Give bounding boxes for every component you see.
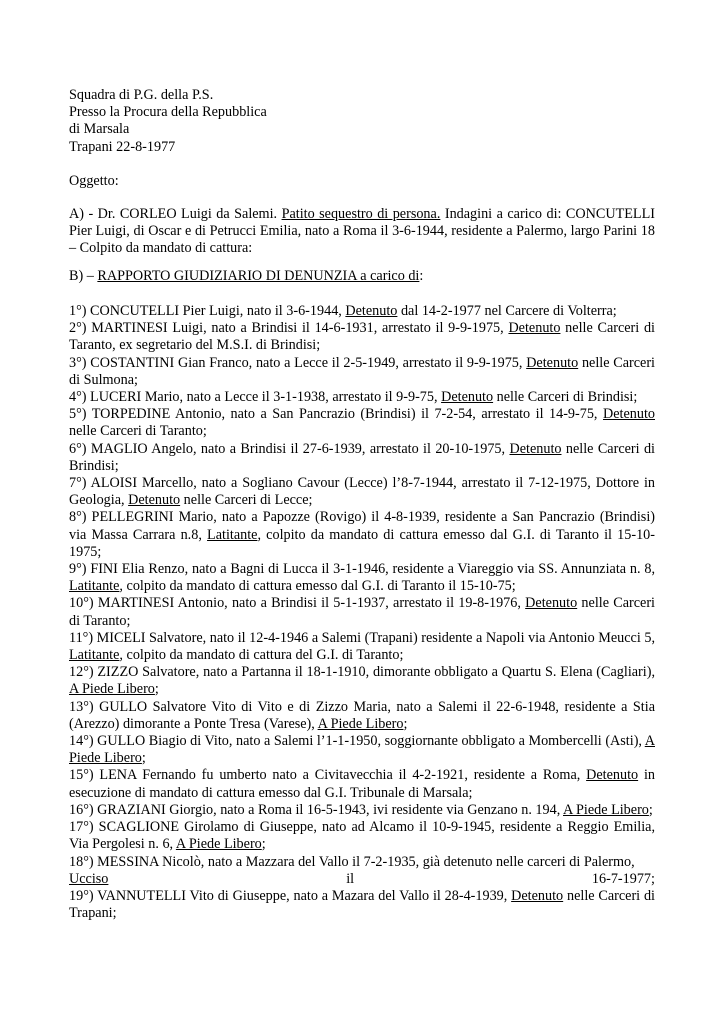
item-text: nelle Carceri di Sulmona; — [69, 354, 655, 388]
item-text: 16-7-1977; — [591, 870, 655, 887]
item-status: Detenuto — [602, 406, 655, 423]
item-text: , colpito da mandato di cattura del G.I. di Taranto; — [119, 647, 404, 664]
item-text: ; — [648, 801, 653, 818]
item-status: Latitante — [207, 526, 258, 543]
item-text: 3°) COSTANTINI Gian Franco, nato a Lecce il 2-5-1949, arrestato il 9-9-1975, — [69, 354, 527, 371]
list-item — [69, 819, 655, 853]
item-status: Detenuto — [508, 320, 561, 337]
item-text: ; — [403, 715, 408, 732]
subject-label: Oggetto: — [69, 173, 119, 189]
list-item — [69, 303, 655, 320]
item-text: nelle Carceri di Brindisi; — [69, 440, 655, 474]
list-item — [69, 441, 655, 475]
defendant-list — [69, 303, 655, 922]
item-text: 9°) FINI Elia Renzo, nato a Bagni di Lucca il 3-1-1946, residente a Viareggio via SS. Annunziata n. 8, — [69, 561, 655, 578]
item-text: in esecuzione di mandato di cattura emesso dal G.I. Tribunale di Marsala; — [69, 767, 655, 801]
header-line: di Marsala — [69, 121, 130, 138]
section-b-prefix: B) – — [69, 268, 98, 284]
section-b-underlined: RAPPORTO GIUDIZIARIO DI DENUNZIA a carico di — [97, 268, 420, 284]
item-text: 10°) MARTINESI Antonio, nato a Brindisi il 5-1-1937, arrestato il 19-8-1976, — [69, 595, 526, 612]
list-item — [69, 802, 655, 819]
list-item — [69, 355, 655, 389]
list-item — [69, 699, 655, 733]
item-text: 1°) CONCUTELLI Pier Luigi, nato il 3-6-1944, — [69, 303, 346, 319]
header-line: Squadra di P.G. della P.S. — [69, 87, 214, 103]
item-text: 19°) VANNUTELLI Vito di Giuseppe, nato a Mazara del Vallo il 28-4-1939, — [69, 887, 512, 904]
section-a-underlined: Patito sequestro di persona. — [281, 206, 441, 222]
list-item — [69, 733, 655, 767]
item-text: nelle Carceri di Taranto; — [69, 423, 207, 440]
list-item — [69, 888, 655, 922]
list-item — [69, 509, 655, 561]
list-item — [69, 475, 655, 509]
item-status: Detenuto — [345, 303, 398, 319]
item-text: dal 14-2-1977 nel Carcere di Volterra; — [397, 303, 617, 319]
item-status: Ucciso — [69, 870, 109, 887]
item-text: 5°) TORPEDINE Antonio, nato a San Pancrazio (Brindisi) il 7-2-54, arrestato il 14-9-75, — [69, 406, 603, 423]
item-status: A Piede Libero — [317, 715, 404, 732]
section-a — [69, 206, 655, 258]
list-item — [69, 561, 655, 595]
list-item — [69, 595, 655, 629]
item-text: 6°) MAGLIO Angelo, nato a Brindisi il 27-6-1939, arrestato il 20-10-1975, — [69, 440, 510, 457]
item-text: nelle Carceri di Trapani; — [69, 887, 655, 922]
item-text: 18°) MESSINA Nicolò, nato a Mazzara del Vallo il 7-2-1935, già detenuto nelle carceri di Palermo, — [69, 853, 635, 870]
item-text: 7°) ALOISI Marcello, nato a Sogliano Cavour (Lecce) l’8-7-1944, arrestato il 7-12-1975, Dottore in Geologia, — [69, 475, 655, 509]
item-status: Detenuto — [586, 767, 639, 784]
item-status: A Piede Libero — [69, 681, 155, 698]
list-item — [69, 389, 655, 406]
item-text: 2°) MARTINESI Luigi, nato a Brindisi il 14-6-1931, arrestato il 9-9-1975, — [69, 320, 509, 337]
item-text: nelle Carceri di Brindisi; — [493, 389, 638, 406]
header-line: Presso la Procura della Repubblica — [69, 104, 267, 121]
item-text: , colpito da mandato di cattura emesso dal G.I. di Taranto il 15-10-75; — [119, 578, 516, 595]
list-item — [69, 320, 655, 354]
list-item — [69, 630, 655, 664]
item-text: 16°) GRAZIANI Giorgio, nato a Roma il 16-5-1943, ivi residente via Genzano n. 194, — [69, 801, 563, 818]
letterhead — [69, 87, 669, 156]
item-status: Detenuto — [511, 887, 564, 904]
list-item — [69, 406, 655, 440]
item-text: 8°) PELLEGRINI Mario, nato a Papozze (Rovigo) il 4-8-1939, residente a San Pancrazio (Brindisi) via Massa Carrara n.8, — [69, 509, 655, 543]
item-status: Detenuto — [525, 595, 578, 612]
item-status: Latitante — [69, 578, 120, 595]
list-item — [69, 664, 655, 698]
item-text: 15°) LENA Fernando fu umberto nato a Civitavecchia il 4-2-1921, residente a Roma, — [69, 767, 587, 784]
item-status: Detenuto — [526, 354, 579, 371]
section-b-suffix: : — [419, 268, 424, 284]
section-b — [69, 268, 655, 285]
section-a-prefix: A) - Dr. CORLEO Luigi da Salemi. — [69, 206, 282, 222]
item-18-line-2 — [69, 871, 655, 888]
item-text: nelle Carceri di Taranto; — [69, 595, 655, 629]
item-text: il — [346, 870, 355, 887]
item-status: Latitante — [69, 647, 120, 664]
list-item — [69, 767, 655, 801]
list-item — [69, 854, 655, 888]
item-text: ; — [261, 836, 266, 853]
item-text: 11°) MICELI Salvatore, nato il 12-4-1946 a Salemi (Trapani) residente a Napoli via Antonio Meucci 5, — [69, 629, 655, 646]
item-text: , colpito da mandato di cattura emesso dal G.I. di Taranto il 15-10-1975; — [69, 526, 655, 560]
item-text: ; — [154, 681, 159, 698]
header-line: Trapani 22-8-1977 — [69, 138, 176, 155]
item-text: 17°) SCAGLIONE Girolamo di Giuseppe, nato ad Alcamo il 10-9-1945, residente a Reggio Emilia, Via Pergolesi n. 6, — [69, 819, 655, 853]
item-text: 12°) ZIZZO Salvatore, nato a Partanna il 18-1-1910, dimorante obbligato a Quartu S. Elena (Cagliari), — [69, 664, 655, 681]
item-status: Detenuto — [441, 389, 494, 406]
item-text: nelle Carceri di Taranto, ex segretario del M.S.I. di Brindisi; — [69, 320, 655, 354]
item-text: 13°) GULLO Salvatore Vito di Vito e di Zizzo Maria, nato a Salemi il 22-6-1948, residente a Stia (Arezzo) dimorante a Ponte Tresa (Varese), — [69, 698, 655, 732]
item-status: A Piede Libero — [175, 836, 262, 853]
item-status: Detenuto — [128, 492, 181, 509]
item-status: Detenuto — [509, 440, 562, 457]
item-text: nelle Carceri di Lecce; — [180, 492, 313, 509]
item-status: A Piede Libero — [69, 733, 655, 767]
section-a-rest: Indagini a carico di: CONCUTELLI Pier Luigi, di Oscar e di Petrucci Emilia, nato a Roma il 3-6-1944, residente a Palermo, largo Parini 18 – Colpito da mandato di cattura: — [69, 206, 655, 257]
item-status: A Piede Libero — [563, 801, 649, 818]
item-text: 14°) GULLO Biagio di Vito, nato a Salemi l’1-1-1950, soggiornante obbligato a Mombercelli (Asti), — [69, 733, 645, 750]
item-text: ; — [141, 750, 146, 767]
item-text: 4°) LUCERI Mario, nato a Lecce il 3-1-1938, arrestato il 9-9-75, — [69, 389, 442, 406]
